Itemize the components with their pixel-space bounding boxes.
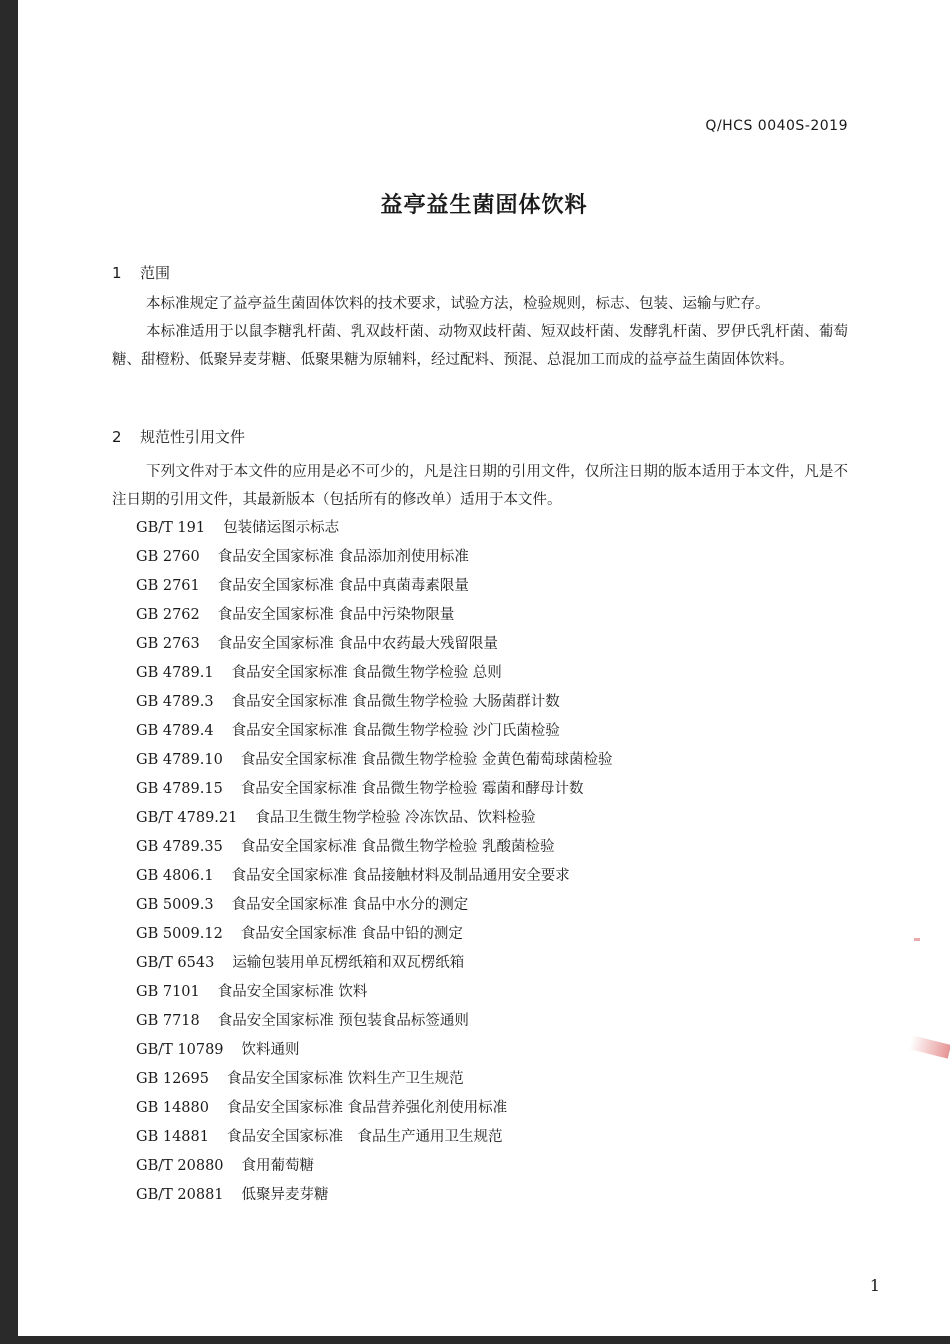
reference-code: GB 7718	[136, 1013, 200, 1029]
reference-item	[136, 891, 613, 920]
reference-title: 食品安全国家标准 食品中污染物限量	[217, 607, 455, 623]
reference-item	[136, 978, 613, 1007]
section-2-heading	[112, 426, 245, 447]
reference-item	[136, 630, 613, 659]
reference-item	[136, 920, 613, 949]
reference-title: 食品安全国家标准 预包装食品标签通则	[217, 1013, 469, 1029]
reference-title: 食品安全国家标准 食品微生物学检验 沙门氏菌检验	[231, 723, 560, 739]
reference-code: GB 2762	[136, 607, 200, 623]
reference-code: GB 4806.1	[136, 868, 214, 884]
reference-title: 食品安全国家标准 食品微生物学检验 乳酸菌检验	[240, 839, 555, 855]
reference-code: GB 14880	[136, 1100, 209, 1116]
reference-item	[136, 1007, 613, 1036]
section-1-para-1: 本标准规定了益亭益生菌固体饮料的技术要求，试验方法，检验规则，标志、包装、运输与贮存。	[146, 296, 770, 312]
section-1-heading	[112, 262, 170, 283]
reference-item	[136, 717, 613, 746]
section-2-para-1: 下列文件对于本文件的应用是必不可少的，凡是注日期的引用文件，仅所注日期的版本适用于本文件，凡是不注日期的引用文件，其最新版本（包括所有的修改单）适用于本文件。	[112, 464, 848, 508]
reference-title: 食品安全国家标准 食品微生物学检验 金黄色葡萄球菌检验	[240, 752, 613, 768]
reference-code: GB 4789.1	[136, 665, 214, 681]
reference-title: 食品安全国家标准 食品生产通用卫生规范	[226, 1129, 503, 1145]
reference-code: GB 5009.12	[136, 926, 223, 942]
reference-item	[136, 804, 613, 833]
reference-item	[136, 1094, 613, 1123]
reference-code: GB 12695	[136, 1071, 209, 1087]
reference-code: GB/T 4789.21	[136, 810, 238, 826]
reference-title: 食品安全国家标准 食品微生物学检验 霉菌和酵母计数	[240, 781, 584, 797]
reference-code: GB 4789.15	[136, 781, 223, 797]
section-1-title: 范围	[140, 264, 171, 282]
reference-item	[136, 1065, 613, 1094]
reference-code: GB/T 20880	[136, 1158, 224, 1174]
reference-title: 食品安全国家标准 食品微生物学检验 总则	[231, 665, 502, 681]
reference-code: GB 4789.4	[136, 723, 214, 739]
reference-title: 低聚异麦芽糖	[241, 1187, 329, 1203]
reference-item	[136, 572, 613, 601]
reference-item	[136, 833, 613, 862]
reference-title: 运输包装用单瓦楞纸箱和双瓦楞纸箱	[232, 955, 465, 971]
reference-code: GB/T 20881	[136, 1187, 224, 1203]
reference-title: 饮料通则	[241, 1042, 300, 1058]
reference-title: 食品安全国家标准 食品微生物学检验 大肠菌群计数	[231, 694, 560, 710]
reference-item	[136, 1036, 613, 1065]
reference-item	[136, 746, 613, 775]
reference-item	[136, 659, 613, 688]
document-page	[18, 0, 950, 1336]
reference-code: GB 5009.3	[136, 897, 214, 913]
reference-item	[136, 1123, 613, 1152]
reference-title: 食品安全国家标准 食品中水分的测定	[231, 897, 469, 913]
reference-title: 食品安全国家标准 饮料	[217, 984, 368, 1000]
section-1-number: 1	[112, 264, 122, 282]
reference-item	[136, 862, 613, 891]
reference-code: GB 2760	[136, 549, 200, 565]
section-1-para-2: 本标准适用于以鼠李糖乳杆菌、乳双歧杆菌、动物双歧杆菌、短双歧杆菌、发酵乳杆菌、罗伊氏乳杆菌、葡萄糖、甜橙粉、低聚异麦芽糖、低聚果糖为原辅料，经过配料、预混、总混加工而成的益亭益生菌固体饮料。	[112, 324, 848, 368]
page-number: 1	[869, 1276, 880, 1295]
reference-item	[136, 1181, 613, 1210]
reference-code: GB 14881	[136, 1129, 209, 1145]
reference-code: GB 2763	[136, 636, 200, 652]
reference-item	[136, 688, 613, 717]
reference-title: 食品卫生微生物学检验 冷冻饮品、饮料检验	[255, 810, 536, 826]
reference-title: 食品安全国家标准 食品接触材料及制品通用安全要求	[231, 868, 570, 884]
scan-artifact	[909, 1035, 950, 1058]
reference-code: GB 4789.10	[136, 752, 223, 768]
scan-artifact	[914, 938, 920, 941]
reference-item	[136, 514, 613, 543]
reference-item	[136, 601, 613, 630]
reference-item	[136, 775, 613, 804]
reference-title: 食品安全国家标准 食品中农药最大残留限量	[217, 636, 498, 652]
reference-title: 食品安全国家标准 食品中真菌毒素限量	[217, 578, 469, 594]
reference-title: 食品安全国家标准 食品中铅的测定	[240, 926, 463, 942]
document-title: 益亭益生菌固体饮料	[380, 193, 588, 218]
reference-item	[136, 1152, 613, 1181]
reference-title: 食用葡萄糖	[241, 1158, 315, 1174]
reference-code: GB 4789.35	[136, 839, 223, 855]
section-2-number: 2	[112, 428, 122, 446]
reference-code: GB 2761	[136, 578, 200, 594]
section-2-title: 规范性引用文件	[140, 428, 246, 446]
reference-title: 包装储运图示标志	[223, 520, 340, 536]
reference-title: 食品安全国家标准 食品营养强化剂使用标准	[226, 1100, 508, 1116]
reference-code: GB/T 6543	[136, 955, 215, 971]
reference-code: GB 7101	[136, 984, 200, 1000]
reference-item	[136, 949, 613, 978]
reference-code: GB 4789.3	[136, 694, 214, 710]
reference-title: 食品安全国家标准 饮料生产卫生规范	[226, 1071, 464, 1087]
reference-code: GB/T 191	[136, 520, 206, 536]
reference-item	[136, 543, 613, 572]
reference-title: 食品安全国家标准 食品添加剂使用标准	[217, 549, 469, 565]
reference-list	[136, 514, 613, 1210]
document-code: Q/HCS 0040S-2019	[705, 118, 848, 134]
reference-code: GB/T 10789	[136, 1042, 224, 1058]
